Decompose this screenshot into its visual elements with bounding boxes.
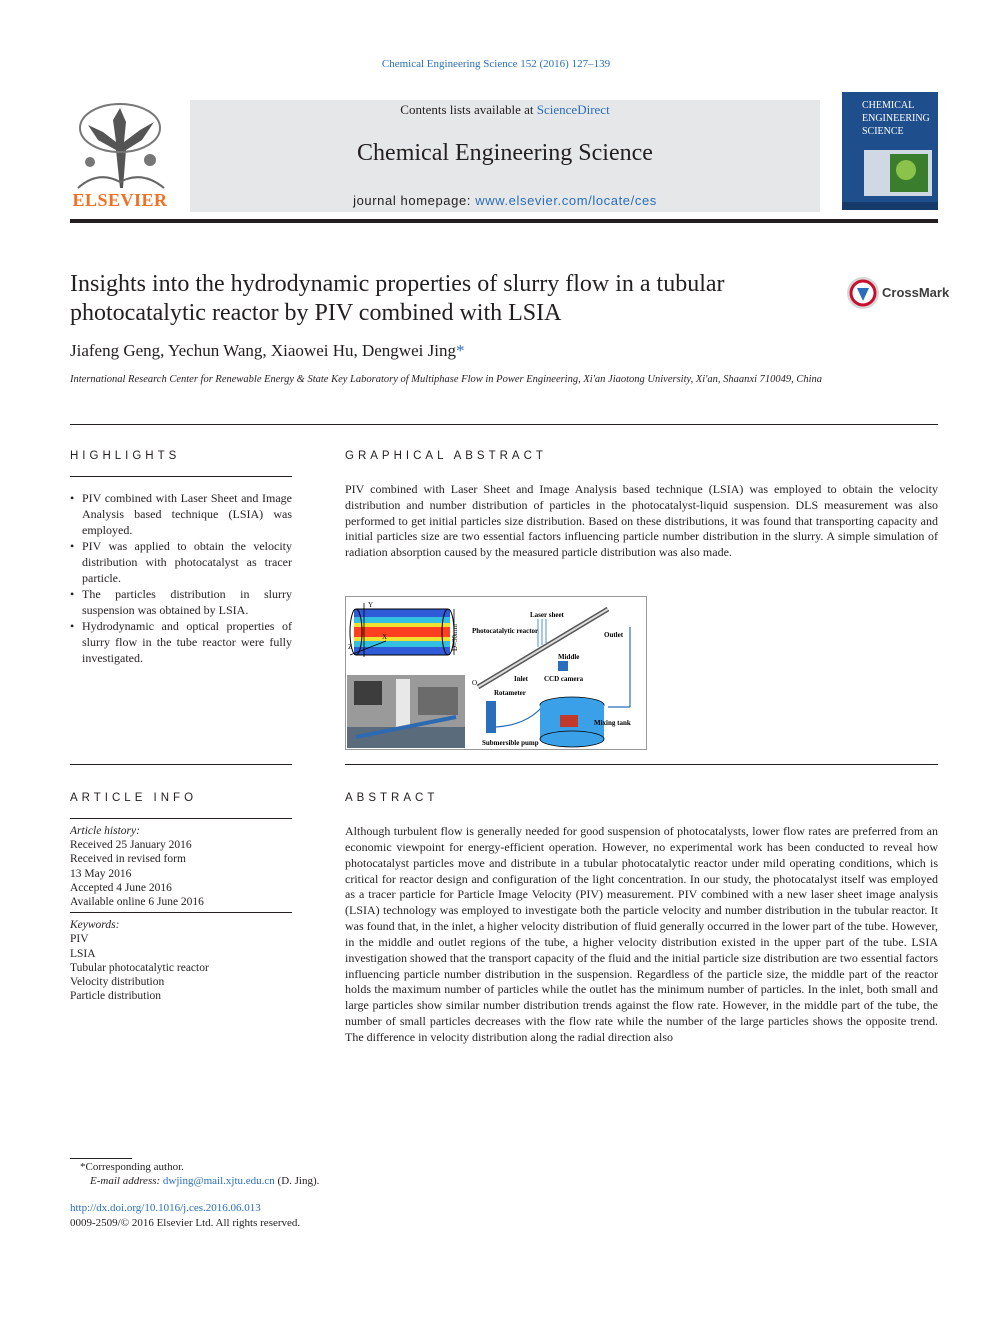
diameter-label: D=30mm	[451, 624, 459, 651]
contents-line	[190, 102, 820, 118]
email-suffix: (D. Jing).	[274, 1175, 320, 1187]
article-info-rule	[70, 818, 292, 819]
abstract-heading: ABSTRACT	[345, 792, 439, 804]
corresponding-mark[interactable]: *	[455, 341, 465, 360]
lab-photo	[347, 675, 465, 748]
journal-citation[interactable]: Chemical Engineering Science 152 (2016) 127–139	[381, 58, 611, 70]
outlet-label: Outlet	[604, 631, 624, 639]
reactor-label: Photocatalytic reactor	[472, 627, 539, 635]
rotameter-label: Rotameter	[494, 689, 526, 697]
journal-title: Chemical Engineering Science	[357, 140, 653, 166]
axis-z-label: Z	[348, 643, 353, 651]
highlights-heading: HIGHLIGHTS	[70, 450, 181, 462]
doi-block	[70, 1201, 300, 1231]
highlight-item: • Hydrodynamic and optical properties of slurry flow in the tube reactor were fully investigated.	[70, 618, 292, 666]
sciencedirect-link[interactable]: ScienceDirect	[536, 102, 610, 117]
ccd-label: CCD camera	[544, 675, 584, 683]
keywords-rule	[70, 912, 292, 913]
history-line: Received in revised form	[70, 853, 186, 866]
left-column-rule	[70, 764, 292, 765]
velocity-contour-tube	[350, 609, 454, 655]
inlet-label: Inlet	[514, 675, 528, 683]
highlights-list	[70, 490, 292, 666]
axis-x-label: X	[382, 633, 388, 641]
history-label: Article history:	[70, 825, 140, 837]
origin-label: O	[472, 679, 478, 687]
homepage-link[interactable]: www.elsevier.com/locate/ces	[475, 193, 657, 208]
history-line: 13 May 2016	[70, 867, 132, 880]
laser-sheet-label: Laser sheet	[530, 611, 564, 619]
doi-link[interactable]: http://dx.doi.org/10.1016/j.ces.2016.06.013	[70, 1202, 261, 1214]
middle-label: Middle	[558, 653, 580, 661]
corresponding-note	[70, 1160, 570, 1174]
history-line: Received 25 January 2016	[70, 839, 192, 852]
mixing-tank-label: Mixing tank	[594, 719, 631, 727]
footnote-mark: *	[80, 1161, 86, 1173]
keyword: PIV	[70, 933, 89, 946]
elsevier-wordmark: ELSEVIER	[72, 190, 168, 210]
crossmark-icon[interactable]	[846, 276, 880, 310]
homepage-prefix: journal homepage:	[353, 193, 476, 208]
graphical-abstract-text: PIV combined with Laser Sheet and Image Analysis based technique (LSIA) was employed to obtain the velocity distribution and number distribution of particles in the photocatalyst-liquid suspension. DLS measurement was also performed to get initial particles size distribution. Based on these distributions, it was found that transporting capacity and initial particles size are two essential factors influencing particle number distribution in the slurry. A simple simulation of radiation absorption caused by the measured particle distribution was also made.	[345, 482, 938, 560]
history-line: Accepted 4 June 2016	[70, 881, 172, 894]
keyword: LSIA	[70, 947, 96, 960]
authors-names: Jiafeng Geng, Yechun Wang, Xiaowei Hu, Dengwei Jing	[70, 341, 456, 360]
copyright: 0009-2509/© 2016 Elsevier Ltd. All rights reserved.	[70, 1217, 301, 1229]
footnote-rule	[70, 1158, 132, 1159]
highlights-rule	[70, 476, 292, 477]
graphical-abstract-heading: GRAPHICAL ABSTRACT	[345, 450, 547, 462]
cover-title: CHEMICAL ENGINEERING SCIENCE	[862, 100, 930, 137]
header-rule	[70, 219, 938, 223]
article-info-block	[70, 824, 292, 1003]
keywords-label: Keywords:	[70, 919, 120, 932]
keyword: Tubular photocatalytic reactor	[70, 961, 209, 974]
paper-title: Insights into the hydrodynamic properties of slurry flow in a tubular photocatalytic reactor by PIV combined with LSIA	[70, 271, 725, 326]
abstract-text: Although turbulent flow is generally needed for good suspension of photocatalysts, lower flow rates are preferred from an economic viewpoint for energy-efficient operation. However, no experimental work has been conducted to reveal how photocatalyst particles move and distribute in a tubular photocatalytic reactor under mild operating conditions, which is critical for reactor design and configuration of the light concentration. In our study, the photocatalyst itself was employed as a tracer particle for Particle Image Velocity (PIV) measurement. PIV combined with a new laser sheet image analysis (LSIA) technology was employed to investigate both the particle velocity and number distribution in the tubular reactor. It was found that, in the inlet, a higher velocity distribution of fluid generally occurred in the lower part of the tube. However, in the middle and outlet regions of the tube, a higher velocity distribution existed in the upper part of the tube. LSIA investigation showed that the transport capacity of the fluid and the initial particle size distribution are two essential factors influencing particle number distribution in the suspension. Regardless of the particle size, the middle part of the reactor holds the maximum number of particles while the outlet has the minimum number of particles. In the inlet, both small and large particles show similar number distribution trends against the flow rate. However, in the middle part of the tube, the number of small particles decreases with the flow rate while the number of the large particles shows the opposite trend. The difference in velocity distribution along the radial direction also	[345, 824, 939, 1044]
homepage-line	[190, 193, 820, 208]
graphical-abstract-figure[interactable]	[345, 596, 647, 750]
pump-label: Submersible pump	[482, 739, 539, 747]
contents-prefix: Contents lists available at	[400, 102, 537, 117]
highlight-item: • PIV was applied to obtain the velocity distribution with photocatalyst as tracer particle.	[70, 538, 292, 586]
author-list	[70, 341, 464, 361]
article-info-heading: ARTICLE INFO	[70, 792, 198, 804]
affiliation: International Research Center for Renewable Energy & State Key Laboratory of Multiphase Flow in Power Engineering, Xi'an Jiaotong University, Xi'an, Shaanxi 710049, China	[70, 374, 823, 385]
section-rule	[70, 424, 938, 425]
crossmark-label[interactable]: CrossMark	[882, 285, 950, 300]
footnote	[70, 1160, 570, 1188]
axis-y-label: Y	[368, 601, 374, 609]
history-line: Available online 6 June 2016	[70, 896, 204, 909]
email-label: E-mail address:	[90, 1175, 163, 1187]
highlight-item: • PIV combined with Laser Sheet and Image Analysis based technique (LSIA) was employed.	[70, 490, 292, 538]
email-note	[70, 1174, 570, 1188]
keyword: Velocity distribution	[70, 976, 165, 989]
keyword: Particle distribution	[70, 990, 162, 1003]
email-link[interactable]: dwjing@mail.xjtu.edu.cn	[162, 1175, 275, 1187]
right-column-rule	[345, 764, 938, 765]
corresponding-text: Corresponding author.	[85, 1161, 184, 1173]
highlight-item: • The particles distribution in slurry suspension was obtained by LSIA.	[70, 586, 292, 618]
